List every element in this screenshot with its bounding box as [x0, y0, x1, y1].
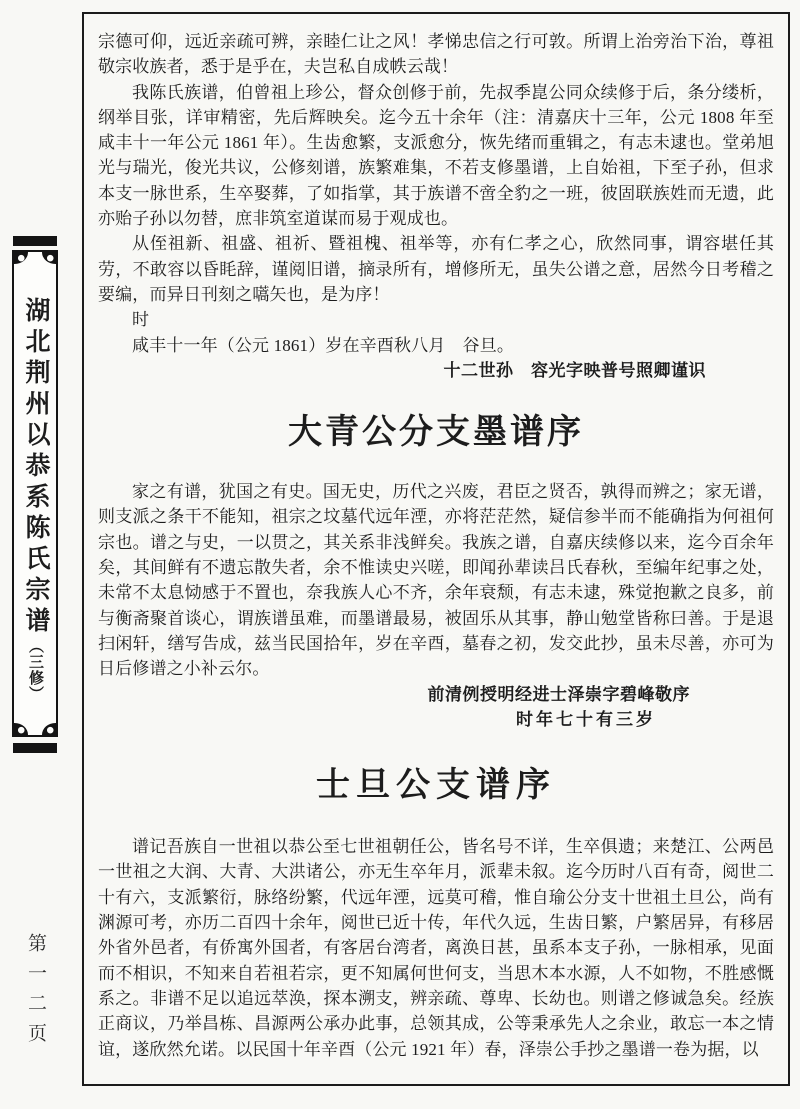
preface-time-word: 时: [132, 310, 150, 330]
book-title-main: 湖北荆州以恭系陈氏宗谱: [22, 297, 49, 638]
page-number: 第一二页: [25, 933, 46, 1053]
preface-paragraph-continued: 宗德可仰，远近亲疏可辨，亲睦仁让之风！孝悌忠信之行可敦。所谓上治旁治下治，尊祖敬宗收族者，悉于是乎在，夫岂私自成帙云哉！: [98, 32, 774, 77]
section-heading-shidan: 士旦公支谱序: [316, 767, 556, 805]
preface-paragraph: 从侄祖新、祖盛、祖祈、暨祖槐、祖举等，亦有仁孝之心，欣然同事，谓容堪任其劳，不敢容以昏眊辞，谨阅旧谱，摘录所有，增修所无，虽失公谱之意，居然今日考稽之要编，而异日刊刻之嚆矢也，是为序！: [98, 234, 774, 304]
spine-title-frame: [12, 250, 58, 737]
section-heading-daqing: 大青公分支墨谱序: [288, 414, 584, 452]
spine-top-bar: [13, 236, 57, 246]
daqing-signature-age: 时年七十有三岁: [516, 709, 656, 729]
content-frame: [82, 12, 790, 1086]
spine-bottom-bar: [13, 743, 57, 753]
book-title-edition: （三修）: [27, 638, 43, 702]
daqing-paragraph: 家之有谱，犹国之有史。国无史，历代之兴废，君臣之贤否，孰得而辨之；家无谱，则支派之条干不能知，祖宗之坟墓代远年湮，亦将茫茫然，疑信参半而不能确指为何祖何宗也。谱之与史，一以贯之，其关系非浅鲜矣。我族之谱，自嘉庆续修以来，迄今百余年矣，其间鲜有不遗忘散失者，余不惟读史兴嗟，即闻孙辈读吕氏春秋，至编年纪事之处，未常不太息恸感于不置也，奈我族人心不齐，余年衰颓，有志未逮，殊觉抱歉之良多，前与衡斋聚首谈心，谓族谱虽难，而墨谱最易，被固乐从其事，静山勉堂皆称曰善。于是退扫闲轩，缮写告成，兹当民国拾年，岁在辛酉，墓春之初，发交此抄，虽未尽善，亦可为日后修谱之小补云尔。: [98, 482, 774, 679]
frame-corner-ornament: [42, 251, 57, 264]
preface-signature: 十二世孙 容光字映普号照卿谨识: [443, 360, 706, 380]
book-title: [14, 268, 56, 731]
shidan-paragraph: 谱记吾族自一世祖以恭公至七世祖朝任公，皆名号不详，生卒俱遗；来楚江、公两邑一世祖之大润、大青、大洪诸公，亦无生卒年月，派辈未叙。迄今历时八百有奇，阅世二十有六，支派繁衍，脉络纷繁，代远年湮，远莫可稽，惟自瑜公分支十世祖土旦公，尚有渊源可考，亦历二百四十余年，阅世已近十传，年代久远，生齿日繁，户繁居异，有移居外省外邑者，有侨寓外国者，有客居台湾者，离涣日甚，虽系本支子孙，一脉相承，见面而不相识，不知来自若祖若宗，更不知属何世何支，当思木本水源，人不如物，不胜感慨系之。非谱不足以追远萃涣，探本溯支，辨亲疏、尊卑、长幼也。则谱之修诚急矣。经族正商议，乃举昌栋、昌源两公承办此事，总领其成，公等秉承先人之余业，敢忘一本之情谊，遂欣然允诺。以民国十年辛酉（公元 1921 年）春，泽崇公手抄之墨谱一卷为据，以: [98, 837, 774, 1059]
preface-paragraph: 我陈氏族谱，伯曾祖上珍公，督众创修于前，先叔季崑公同众续修于后，条分缕析，纲举目张，详审精密，先后辉映矣。迄今五十余年（注：清嘉庆十三年，公元 1808 年至咸丰十一年公元 1861 年）。生齿愈繁，支派愈分，恢先绪而重辑之，有志未逮也。堂弟旭光与瑞光，俊光共议，公修刻谱，族繁难集，不若支修墨谱，上自始祖，下至子孙，但求本支一脉世系，生卒娶葬，了如指掌，其于族谱不啻全豹之一班，彼固联族姓而无遗，此亦贻子孙以勿替，庶非筑室道谋而易于观成也。: [98, 82, 774, 229]
daqing-signature: 前清例授明经进士泽崇字碧峰敬序: [427, 684, 690, 704]
frame-corner-ornament: [13, 251, 28, 264]
preface-date-line: 咸丰十一年（公元 1861）岁在辛酉秋八月 谷旦。: [132, 335, 514, 355]
